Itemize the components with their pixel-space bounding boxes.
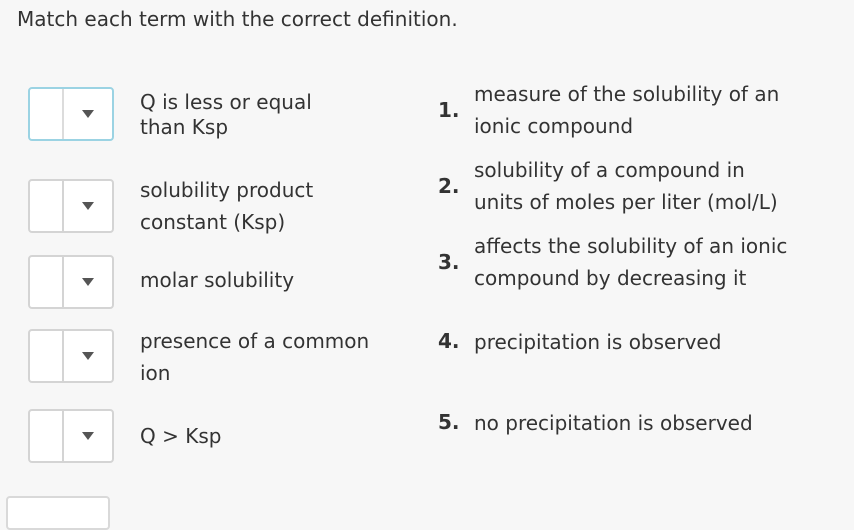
select-value[interactable] [30,181,64,231]
term-line: ion [140,361,171,385]
answer-select-2[interactable] [28,179,114,233]
term-line: Q is less or equal [140,90,312,114]
term-line: solubility product [140,178,314,202]
definition-line: precipitation is observed [474,330,722,354]
definition-1 [474,78,844,142]
term-2 [140,174,410,238]
answer-select-3[interactable] [28,255,114,309]
definition-2 [474,154,844,218]
definition-number-1: 1. [438,98,460,122]
definition-3 [474,230,844,294]
term-3 [140,264,410,296]
select-value[interactable] [30,411,64,461]
caret-down-icon[interactable] [64,257,112,307]
answer-select-5[interactable] [28,409,114,463]
select-value[interactable] [30,257,64,307]
select-value[interactable] [30,89,64,139]
definition-line: ionic compound [474,114,634,138]
caret-down-icon[interactable] [64,89,112,139]
definition-line: solubility of a compound in [474,158,745,182]
definition-line: units of moles per liter (mol/L) [474,190,778,214]
definition-4 [474,326,844,358]
definition-number-5: 5. [438,410,460,434]
term-5 [140,420,410,452]
caret-down-icon[interactable] [64,181,112,231]
definition-number-3: 3. [438,250,460,274]
definition-line: compound by decreasing it [474,266,747,290]
definition-5 [474,407,844,439]
term-line: presence of a common [140,329,370,353]
term-4 [140,325,410,389]
definition-number-4: 4. [438,329,460,353]
term-line: molar solubility [140,268,295,292]
question-prompt: Match each term with the correct definition. [17,7,458,31]
select-value[interactable] [30,331,64,381]
term-line: Q > Ksp [140,424,222,448]
definition-line: measure of the solubility of an [474,82,780,106]
term-line: than Ksp [140,115,229,139]
caret-down-icon[interactable] [64,411,112,461]
submit-button[interactable] [6,496,110,530]
answer-select-4[interactable] [28,329,114,383]
caret-down-icon[interactable] [64,331,112,381]
term-1 [140,90,410,140]
definition-line: affects the solubility of an ionic [474,234,788,258]
definition-line: no precipitation is observed [474,411,753,435]
definition-number-2: 2. [438,174,460,198]
answer-select-1[interactable] [28,87,114,141]
term-line: constant (Ksp) [140,210,286,234]
